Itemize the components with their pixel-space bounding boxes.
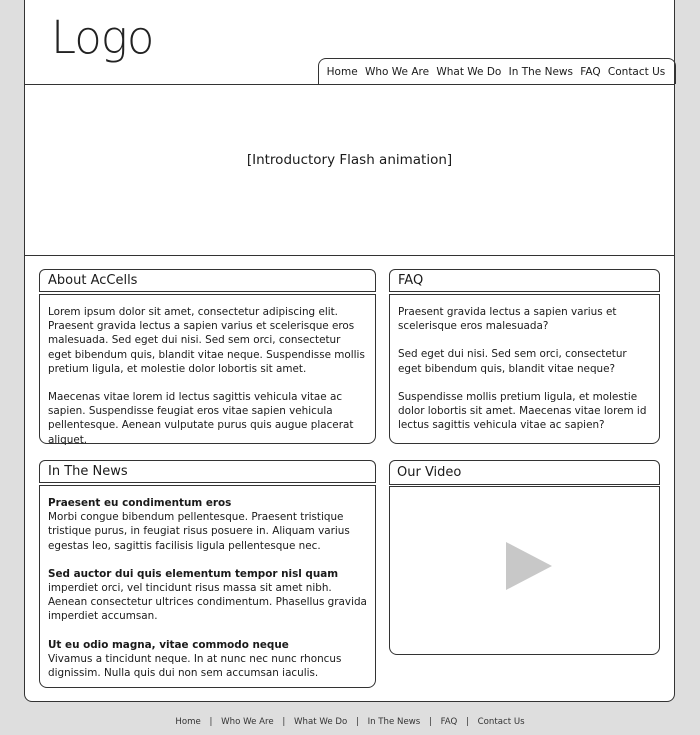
news-title: In The News [39, 460, 376, 483]
news-headline[interactable]: Ut eu odio magna, vitae commodo neque [48, 638, 289, 651]
footer-contact-us[interactable]: Contact Us [477, 717, 525, 727]
footer-separator: | [282, 717, 286, 727]
footer-in-the-news[interactable]: In The News [367, 717, 421, 727]
footer-nav [0, 717, 700, 727]
about-box [39, 294, 376, 444]
nav-home[interactable]: Home [326, 65, 358, 78]
faq-question[interactable]: Praesent gravida lectus a sapien varius et scelerisque eros malesuada? [398, 306, 617, 333]
nav-contact-us[interactable]: Contact Us [607, 65, 666, 78]
news-headline[interactable]: Praesent eu condimentum eros [48, 497, 232, 509]
footer-who-we-are[interactable]: Who We Are [221, 717, 274, 727]
news-item [48, 567, 367, 624]
news-headline[interactable]: Sed auctor dui quis elementum tempor nisl quam [48, 567, 339, 580]
faq-box [389, 294, 660, 444]
nav-faq[interactable]: FAQ [580, 65, 601, 78]
footer-separator: | [355, 717, 359, 727]
video-player[interactable] [389, 486, 660, 655]
page-container [24, 0, 675, 702]
logo[interactable]: Logo [51, 11, 154, 64]
footer-separator: | [209, 717, 213, 727]
news-item [48, 638, 367, 681]
nav-who-we-are[interactable]: Who We Are [364, 65, 430, 78]
faq-title: FAQ [389, 269, 660, 292]
intro-animation-area [25, 85, 674, 256]
faq-question[interactable]: Sed eget dui nisi. Sed sem orci, consectetur eget bibendum quis, blandit vitae neque? [398, 348, 627, 375]
faq-question[interactable]: Suspendisse mollis pretium ligula, et molestie dolor lobortis sit amet. Maecenas vitae lorem id lectus sagittis vehicula vitae ac sapien? [398, 390, 647, 432]
news-body: Vivamus a tincidunt neque. In at nunc nec nunc rhoncus dignissim. Nulla quis dui non sem accumsan iaculis. [48, 652, 342, 680]
about-title: About AcCells [39, 269, 376, 292]
news-item [48, 496, 367, 553]
news-body: Morbi congue bibendum pellentesque. Praesent tristique tristique purus, in feugiat risus posuere in. Aliquam varius egestas leo, sagittis facilisis ligula pellentesque nec. [48, 511, 350, 552]
footer-separator: | [466, 717, 469, 727]
footer-separator: | [428, 717, 432, 727]
play-icon[interactable] [506, 542, 552, 590]
footer-faq[interactable]: FAQ [440, 717, 458, 727]
about-paragraph: Maecenas vitae lorem id lectus sagittis vehicula vitae ac sapien. Suspendisse feugiat eros vitae sapien vehicula pellentesque. Aenean vulputate purus quis augue placerat aliquet. [48, 391, 354, 446]
footer-what-we-do[interactable]: What We Do [294, 717, 348, 727]
footer-home[interactable]: Home [175, 717, 201, 727]
video-title: Our Video [389, 460, 660, 485]
about-paragraph: Lorem ipsum dolor sit amet, consectetur adipiscing elit. Praesent gravida lectus a sapien varius et scelerisque eros malesuada. Sed eget dui nisi. Sed sem orci, consectetur eget bibendum quis, blandit vitae neque. Suspendisse mollis pretium ligula, et molestie dolor lobortis sit amet. [48, 306, 365, 375]
main-nav [318, 58, 676, 84]
intro-placeholder: [Introductory Flash animation] [246, 152, 453, 168]
nav-in-the-news[interactable]: In The News [508, 65, 573, 78]
nav-what-we-do[interactable]: What We Do [436, 65, 502, 78]
news-body: imperdiet orci, vel tincidunt risus massa sit amet nibh. Aenean consectetur ultrices condimentum. Phasellus gravida imperdiet accumsan. [48, 582, 367, 623]
news-box [39, 485, 376, 688]
